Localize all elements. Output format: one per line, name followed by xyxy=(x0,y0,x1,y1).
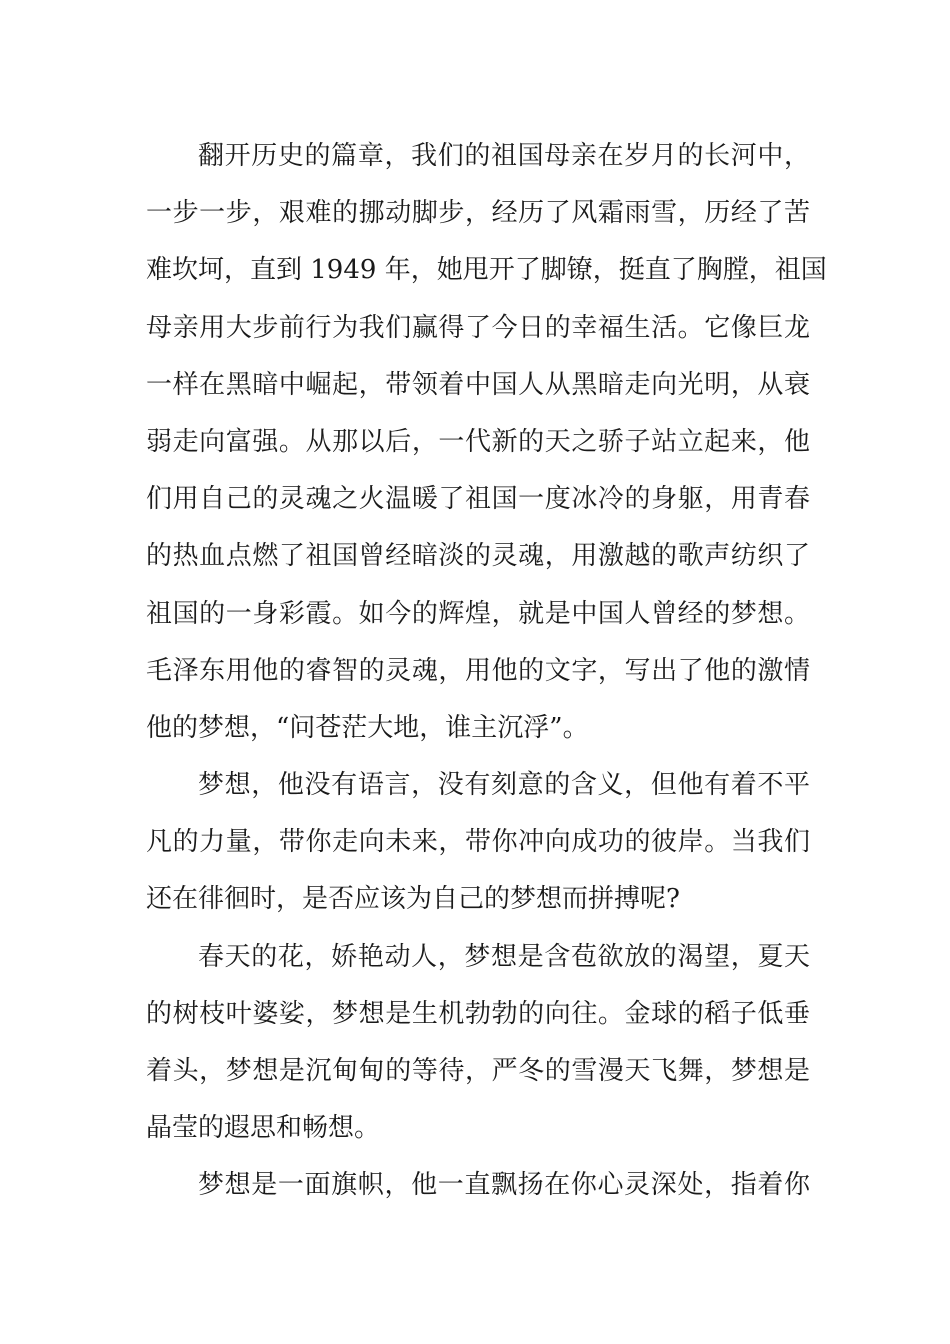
text-line: 梦想，他没有语言，没有刻意的含义，但他有着不平 xyxy=(198,770,810,801)
text-line: 翻开历史的篇章，我们的祖国母亲在岁月的长河中， xyxy=(198,141,810,171)
paragraph xyxy=(146,929,810,1158)
text-line: 着头，梦想是沉甸甸的等待，严冬的雪漫天飞舞，梦想是 xyxy=(146,1056,810,1086)
text-line: 祖国的一身彩霞。如今的辉煌，就是中国人曾经的梦想。 xyxy=(146,598,810,629)
text-line: 凡的力量，带你走向未来，带你冲向成功的彼岸。当我们 xyxy=(146,827,810,858)
document-body xyxy=(146,128,827,1215)
text-line: 梦想是一面旗帜，他一直飘扬在你心灵深处，指着你 xyxy=(198,1170,810,1201)
text-line: 春天的花，娇艳动人，梦想是含苞欲放的渴望，夏天 xyxy=(198,941,810,972)
text-line: 的树枝叶婆娑，梦想是生机勃勃的向往。金球的稻子低垂 xyxy=(146,998,810,1029)
paragraph xyxy=(146,1157,810,1214)
text-line: 的热血点燃了祖国曾经暗淡的灵魂，用激越的歌声纺织了 xyxy=(146,541,810,572)
text-line: 一步一步，艰难的挪动脚步，经历了风霜雨雪，历经了苦 xyxy=(146,198,810,229)
text-line: 难坎坷，直到 1949 年，她甩开了脚镣，挺直了胸膛，祖国 xyxy=(146,255,827,286)
text-line: 母亲用大步前行为我们赢得了今日的幸福生活。它像巨龙 xyxy=(146,312,810,343)
text-line: 弱走向富强。从那以后，一代新的天之骄子站立起来，他 xyxy=(146,426,810,457)
text-line: 晶莹的遐思和畅想。 xyxy=(146,1113,381,1144)
text-line: 还在徘徊时，是否应该为自己的梦想而拼搏呢? xyxy=(146,884,680,915)
text-line: 一样在黑暗中崛起，带领着中国人从黑暗走向光明，从衰 xyxy=(146,369,810,400)
text-line: 们用自己的灵魂之火温暖了祖国一度冰冷的身躯，用青春 xyxy=(146,484,810,515)
text-line: 毛泽东用他的睿智的灵魂，用他的文字，写出了他的激情 xyxy=(146,655,810,686)
paragraph xyxy=(146,128,827,757)
text-line: 他的梦想，“问苍茫大地，谁主沉浮”。 xyxy=(146,712,589,743)
paragraph xyxy=(146,757,810,929)
